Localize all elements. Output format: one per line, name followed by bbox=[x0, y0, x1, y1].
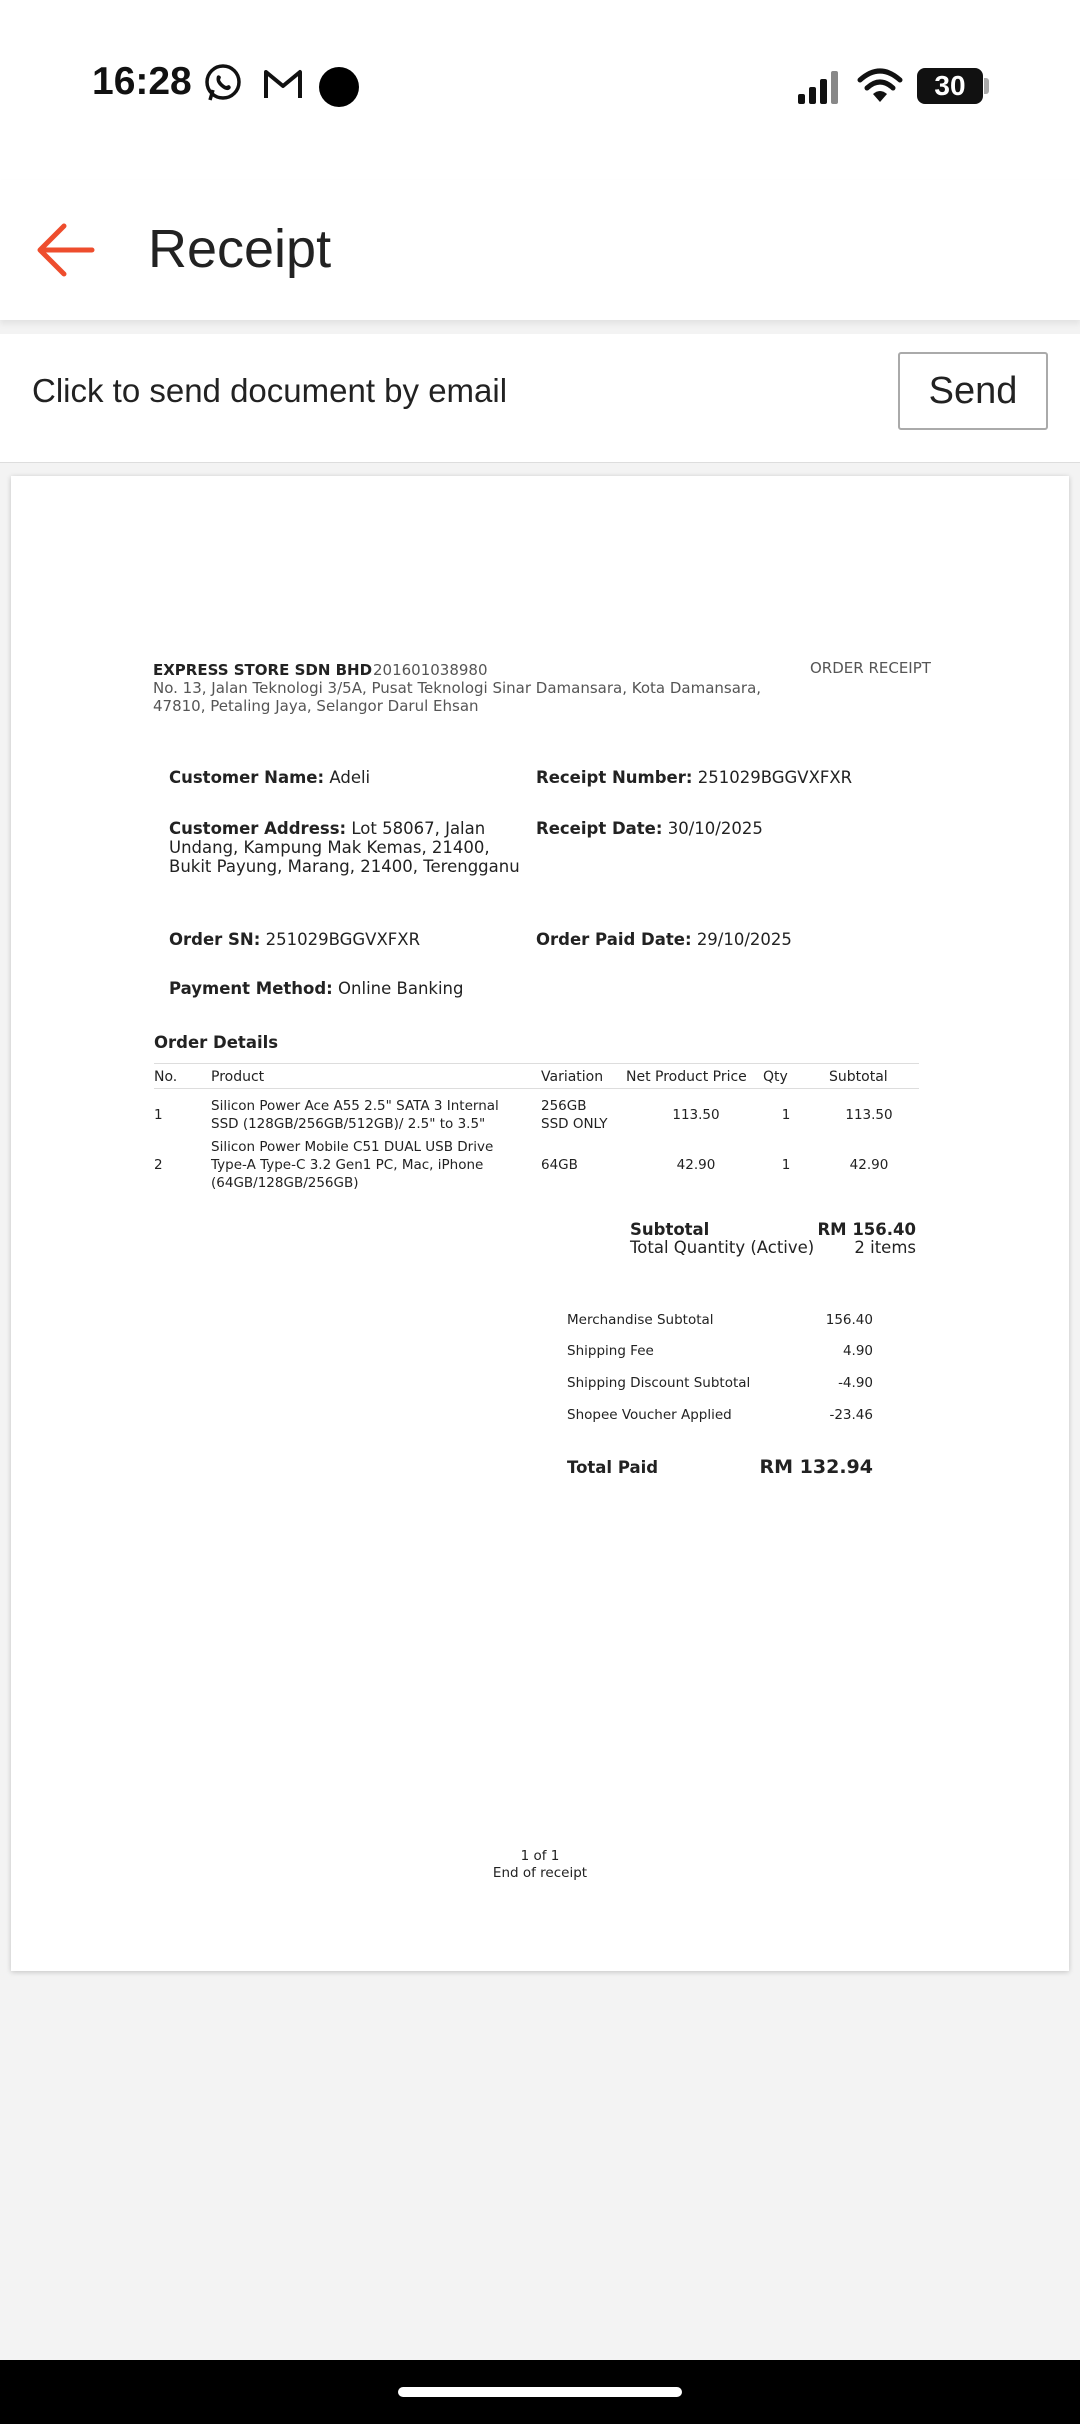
row-product-line2: Type-A Type-C 3.2 Gen1 PC, Mac, iPhone bbox=[211, 1157, 484, 1173]
app-bar bbox=[0, 180, 1080, 320]
clock: 16:28 bbox=[92, 60, 192, 103]
order-paid-date-row bbox=[536, 930, 792, 949]
merchandise-subtotal-label: Merchandise Subtotal bbox=[567, 1312, 714, 1328]
customer-name-label: Customer Name: bbox=[169, 768, 325, 787]
order-paid-date: 29/10/2025 bbox=[696, 930, 792, 949]
home-handle[interactable] bbox=[398, 2387, 682, 2397]
customer-name-row bbox=[169, 768, 370, 787]
gmail-icon bbox=[262, 66, 304, 100]
battery-cap bbox=[984, 78, 989, 94]
row-product-line2: SSD (128GB/256GB/512GB)/ 2.5" to 3.5" bbox=[211, 1116, 486, 1132]
company-address-line1: No. 13, Jalan Teknologi 3/5A, Pusat Teknologi Sinar Damansara, Kota Damansara, bbox=[153, 679, 762, 697]
row-no: 2 bbox=[154, 1157, 163, 1173]
shipping-fee-value: 4.90 bbox=[842, 1343, 873, 1359]
total-paid-value: RM 132.94 bbox=[759, 1456, 873, 1478]
receipt-number-row bbox=[536, 768, 852, 787]
customer-address-row bbox=[169, 819, 485, 838]
email-bar bbox=[0, 334, 1080, 463]
notification-dot-icon bbox=[318, 66, 360, 108]
row-product-line3: (64GB/128GB/256GB) bbox=[211, 1175, 359, 1191]
column-header-subtotal: Subtotal bbox=[829, 1069, 888, 1085]
customer-address-label: Customer Address: bbox=[169, 819, 347, 838]
row-product-line1: Silicon Power Mobile C51 DUAL USB Drive bbox=[211, 1139, 494, 1155]
payment-method-row bbox=[169, 979, 463, 998]
voucher-value: -23.46 bbox=[829, 1407, 873, 1423]
table-header-rule bbox=[154, 1088, 919, 1089]
receipt-number: 251029BGGVXFXR bbox=[697, 768, 853, 787]
email-prompt: Click to send document by email bbox=[32, 372, 508, 409]
wifi-icon bbox=[856, 66, 904, 106]
receipt-date-label: Receipt Date: bbox=[536, 819, 663, 838]
page-title: Receipt bbox=[148, 219, 332, 279]
document-type: ORDER RECEIPT bbox=[810, 659, 931, 677]
shipping-fee-label: Shipping Fee bbox=[567, 1343, 654, 1359]
end-of-receipt: End of receipt bbox=[492, 1865, 588, 1881]
battery-level: 30 bbox=[934, 70, 966, 101]
shipping-discount-value: -4.90 bbox=[838, 1375, 873, 1391]
row-variation-line1: 64GB bbox=[541, 1157, 578, 1173]
row-subtotal: 113.50 bbox=[845, 1107, 893, 1123]
company-address-line2: 47810, Petaling Jaya, Selangor Darul Ehsan bbox=[153, 697, 479, 715]
row-variation-line1: 256GB bbox=[541, 1098, 587, 1114]
row-no: 1 bbox=[154, 1107, 163, 1123]
customer-address-line3: Bukit Payung, Marang, 21400, Terengganu bbox=[169, 857, 520, 876]
row-qty: 1 bbox=[781, 1107, 791, 1123]
column-header-qty: Qty bbox=[763, 1069, 788, 1085]
receipt-date-row bbox=[536, 819, 763, 838]
row-price: 42.90 bbox=[676, 1157, 716, 1173]
row-qty: 1 bbox=[781, 1157, 791, 1173]
payment-method: Online Banking bbox=[338, 979, 464, 998]
signal-icon bbox=[796, 70, 842, 106]
total-quantity-value: 2 items bbox=[854, 1238, 916, 1257]
table-top-rule bbox=[154, 1063, 919, 1064]
column-header-product: Product bbox=[211, 1069, 265, 1085]
row-subtotal: 42.90 bbox=[849, 1157, 889, 1173]
voucher-label: Shopee Voucher Applied bbox=[567, 1407, 732, 1423]
merchandise-subtotal-value: 156.40 bbox=[825, 1312, 873, 1328]
order-details-title: Order Details bbox=[154, 1033, 279, 1052]
subtotal-label: Subtotal bbox=[630, 1220, 710, 1239]
column-header-no: No. bbox=[154, 1069, 178, 1085]
total-paid-label: Total Paid bbox=[567, 1458, 659, 1477]
order-sn-row bbox=[169, 930, 420, 949]
customer-address-line1: Lot 58067, Jalan bbox=[351, 819, 486, 838]
row-variation-line2: SSD ONLY bbox=[541, 1116, 608, 1132]
order-paid-date-label: Order Paid Date: bbox=[536, 930, 692, 949]
column-header-variation: Variation bbox=[541, 1069, 604, 1085]
row-price: 113.50 bbox=[672, 1107, 720, 1123]
customer-name: Adeli bbox=[329, 768, 371, 787]
company-name: EXPRESS STORE SDN BHD bbox=[153, 661, 373, 679]
send-button[interactable]: Send bbox=[898, 352, 1048, 430]
receipt-date: 30/10/2025 bbox=[667, 819, 763, 838]
row-product-line1: Silicon Power Ace A55 2.5" SATA 3 Internal bbox=[211, 1098, 499, 1114]
receipt-document bbox=[11, 476, 1069, 1971]
order-sn-label: Order SN: bbox=[169, 930, 261, 949]
total-quantity-label: Total Quantity (Active) bbox=[630, 1238, 815, 1257]
page-indicator: 1 of 1 bbox=[520, 1848, 560, 1864]
customer-address-line2: Undang, Kampung Mak Kemas, 21400, bbox=[169, 838, 490, 857]
payment-method-label: Payment Method: bbox=[169, 979, 333, 998]
company-registration: 201601038980 bbox=[373, 661, 488, 679]
subtotal-value: RM 156.40 bbox=[817, 1220, 916, 1239]
back-arrow-icon[interactable] bbox=[34, 220, 96, 280]
battery-icon bbox=[917, 68, 983, 104]
shipping-discount-label: Shipping Discount Subtotal bbox=[567, 1375, 751, 1391]
order-sn: 251029BGGVXFXR bbox=[265, 930, 421, 949]
whatsapp-icon bbox=[202, 62, 244, 104]
receipt-number-label: Receipt Number: bbox=[536, 768, 693, 787]
column-header-net-price: Net Product Price bbox=[626, 1069, 747, 1085]
status-bar bbox=[0, 0, 1080, 180]
